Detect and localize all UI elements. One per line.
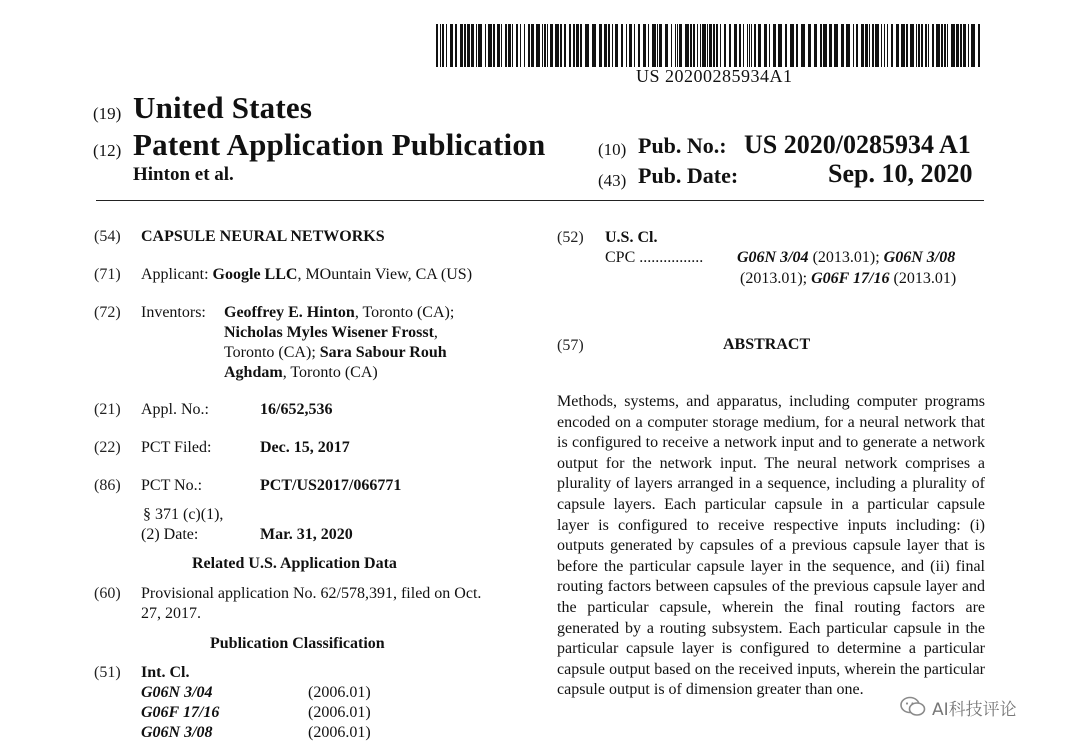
- applicant-label: Applicant:: [141, 266, 209, 283]
- int-cl-code: G06F 17/16: [141, 704, 220, 721]
- inventor-3-location: , Toronto (CA): [282, 364, 378, 381]
- inventor-short: Hinton et al.: [133, 164, 234, 185]
- cpc-year: (2013.01);: [740, 270, 812, 287]
- provisional-line-2: 27, 2017.: [141, 605, 201, 622]
- int-cl-year: (2006.01): [308, 704, 371, 721]
- cpc-year: (2013.01);: [808, 249, 884, 266]
- us-cl-label: U.S. Cl.: [605, 229, 658, 246]
- invention-title: CAPSULE NEURAL NETWORKS: [141, 228, 385, 245]
- cpc-codes-1: [737, 249, 955, 267]
- cpc-code: G06N 3/04: [737, 249, 809, 266]
- int-cl-code: G06N 3/04: [141, 684, 213, 701]
- code-22: (22): [94, 439, 121, 456]
- wechat-logo-icon: [900, 695, 926, 719]
- pct-no-label: PCT No.:: [141, 477, 203, 494]
- pct-filed-value: Dec. 15, 2017: [260, 439, 350, 456]
- header-rule: [96, 200, 984, 201]
- cpc-label: CPC: [605, 249, 636, 266]
- inventor-2-comma: ,: [433, 324, 438, 341]
- pct-filed-label: PCT Filed:: [141, 439, 212, 456]
- cpc-code: G06F 17/16: [811, 270, 890, 287]
- cpc-line-1: [605, 249, 703, 267]
- classification-heading: Publication Classification: [210, 635, 385, 652]
- code-10: (10): [598, 140, 627, 159]
- pct-no-value: PCT/US2017/066771: [260, 477, 402, 494]
- code-51: (51): [94, 664, 121, 681]
- pub-date: Sep. 10, 2020: [828, 159, 973, 188]
- abstract-heading: ABSTRACT: [723, 336, 811, 353]
- inventor-2-location: Toronto (CA);: [224, 344, 320, 361]
- code-43: (43): [598, 171, 627, 190]
- int-cl-code: G06N 3/08: [141, 724, 213, 741]
- code-72: (72): [94, 304, 121, 321]
- code-52: (52): [557, 229, 584, 246]
- pub-no-label: Pub. No.:: [638, 133, 727, 158]
- inventors-label: Inventors:: [141, 304, 206, 321]
- int-cl-year: (2006.01): [308, 724, 371, 741]
- cpc-code: G06N 3/08: [883, 249, 956, 266]
- barcode-number: US 20200285934A1: [636, 66, 793, 86]
- code-19: (19): [93, 104, 122, 123]
- code-71: (71): [94, 266, 121, 283]
- section-371-date: Mar. 31, 2020: [260, 526, 353, 543]
- cpc-dots: ................: [639, 249, 704, 266]
- code-60: (60): [94, 585, 121, 602]
- int-cl-label: Int. Cl.: [141, 664, 190, 681]
- related-data-heading: Related U.S. Application Data: [192, 555, 397, 572]
- applicant-field: [141, 266, 472, 284]
- inventor-line-2: [224, 324, 438, 342]
- cpc-codes-2: [740, 270, 956, 288]
- watermark-text: AI科技评论: [932, 699, 1017, 720]
- pub-no: US 2020/0285934 A1: [744, 130, 971, 159]
- code-21: (21): [94, 401, 121, 418]
- code-86: (86): [94, 477, 121, 494]
- inventor-3-part-1: Sara Sabour Rouh: [319, 344, 447, 361]
- abstract-text: Methods, systems, and apparatus, including computer programs encoded on a computer storage medium, for a neural network that is configured to receive a network input and to generate a network output for the network input. The neural network comprises a plurality of layers arranged in a sequence, including a plurality of capsule layers. Each particular capsule in a particular capsule layer is configured to receive respective inputs including: (i) outputs generated by capsules of a previous capsule layer that is before the particular capsule layer in the sequence, and (ii) final routing factors between capsules of the previous capsule layer and the particular capsule, wherein the final routing factors are generated by a routing subsystem. Each particular capsule in the particular capsule layer is configured to determine a particular capsule output based on the received inputs, wherein the particular capsule output is of dimension greater than one.: [557, 393, 985, 699]
- applicant-location: , MOuntain View, CA (US): [297, 266, 473, 283]
- inventor-1: Geoffrey E. Hinton: [224, 304, 355, 321]
- section-371-date-label: (2) Date:: [141, 526, 199, 543]
- watermark: [900, 690, 1050, 724]
- pub-date-label: Pub. Date:: [638, 163, 739, 188]
- code-54: (54): [94, 228, 121, 245]
- publication-type: Patent Application Publication: [133, 127, 546, 162]
- inventor-line-1: [224, 304, 454, 322]
- inventor-2: Nicholas Myles Wisener Frosst: [224, 324, 434, 341]
- inventor-line-4: [224, 364, 378, 382]
- barcode: [436, 24, 980, 67]
- section-371: § 371 (c)(1),: [143, 506, 224, 523]
- code-12: (12): [93, 141, 122, 160]
- inventor-3-part-2: Aghdam: [224, 364, 283, 381]
- inventor-line-3: [224, 344, 447, 362]
- code-57: (57): [557, 337, 584, 354]
- applicant-name: Google LLC: [212, 266, 298, 283]
- appl-no-value: 16/652,536: [260, 401, 333, 418]
- provisional-line-1: Provisional application No. 62/578,391, filed on Oct.: [141, 585, 482, 602]
- inventor-1-location: , Toronto (CA);: [354, 304, 455, 321]
- int-cl-year: (2006.01): [308, 684, 371, 701]
- cpc-year: (2013.01): [889, 270, 957, 287]
- country-title: United States: [133, 90, 313, 125]
- appl-no-label: Appl. No.:: [141, 401, 209, 418]
